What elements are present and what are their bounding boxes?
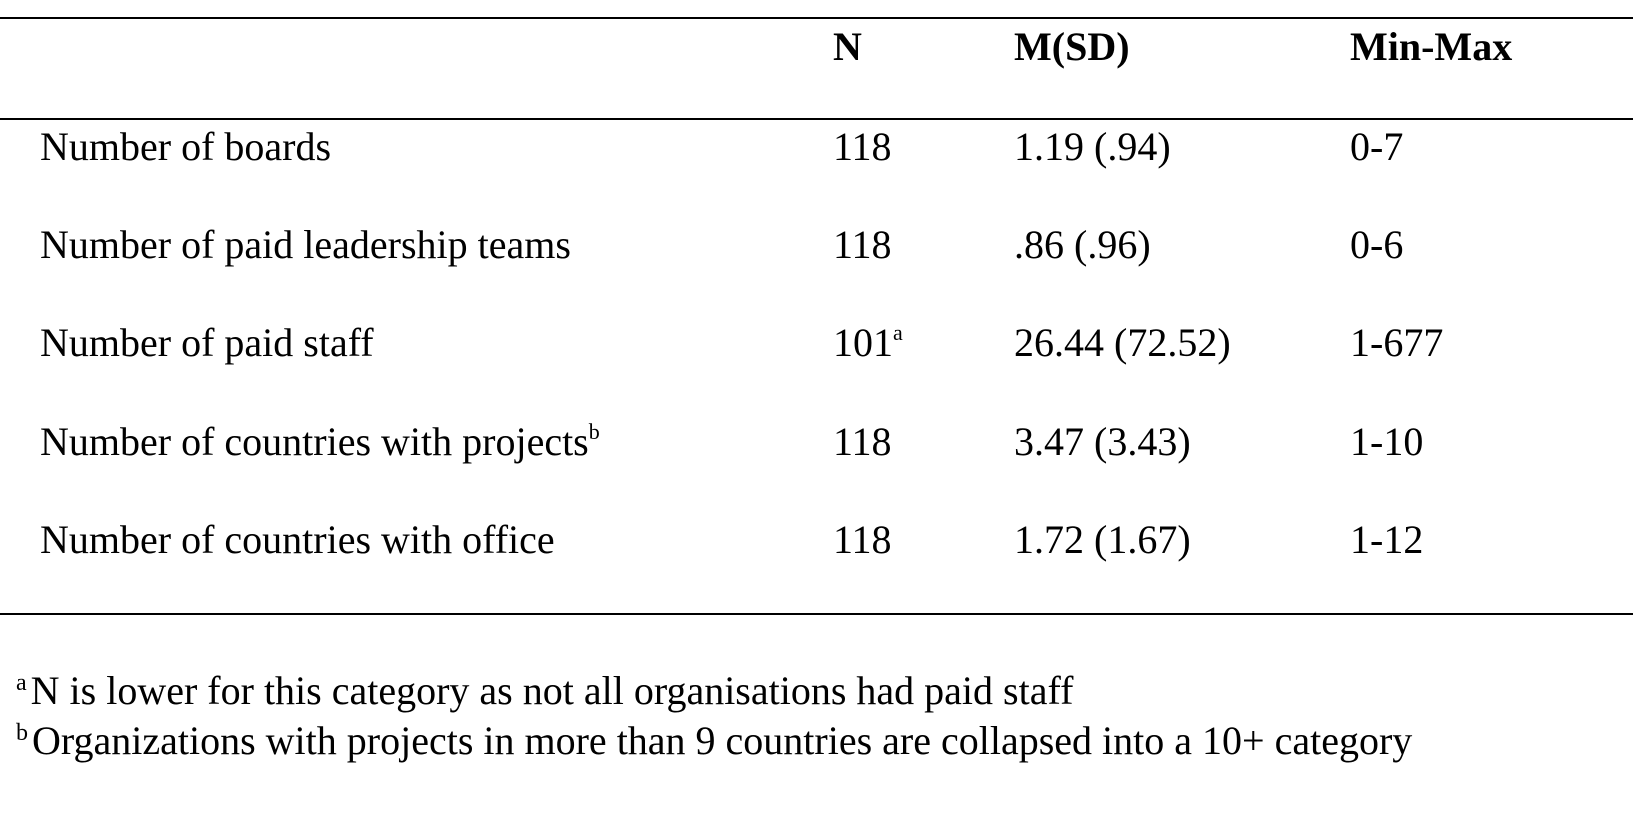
row-msd: 1.19 (.94): [1014, 124, 1171, 169]
note-mark-b: b: [16, 720, 28, 746]
table-bottom-rule: [0, 613, 1633, 615]
row-msd: 3.47 (3.43): [1014, 419, 1191, 464]
footnote-marker-b: b: [588, 419, 600, 444]
row-minmax: 0-6: [1350, 222, 1404, 267]
row-label: Number of paid staff: [40, 320, 374, 365]
row-msd: 1.72 (1.67): [1014, 517, 1191, 562]
row-n: 118: [833, 419, 892, 464]
note-text-b: Organizations with projects in more than 9 countries are collapsed into a 10+ category: [32, 718, 1413, 763]
note-mark-a: a: [16, 670, 27, 696]
note-text-a: N is lower for this category as not all organisations had paid staff: [30, 668, 1074, 713]
row-minmax: 1-10: [1350, 419, 1424, 464]
row-n: 118: [833, 222, 892, 267]
row-n: 101$^a$: [833, 320, 903, 365]
row-label: Number of countries with projects$^b$: [40, 419, 600, 464]
table-header-rule: [0, 118, 1633, 120]
footnote-marker-a: a: [893, 320, 903, 345]
row-minmax: 1-12: [1350, 517, 1424, 562]
table-note-b: [16, 717, 1412, 765]
row-msd: 26.44 (72.52): [1014, 320, 1231, 365]
row-label: Number of countries with office: [40, 517, 555, 562]
row-label: Number of boards: [40, 124, 332, 169]
header-minmax: Min-Max: [1350, 24, 1513, 69]
table-note-a: [16, 667, 1073, 715]
row-n: 118: [833, 124, 892, 169]
row-msd: .86 (.96): [1014, 222, 1151, 267]
row-label: Number of paid leadership teams: [40, 222, 571, 267]
header-n: N: [833, 24, 862, 69]
header-msd: M(SD): [1014, 24, 1130, 69]
row-n: 118: [833, 517, 892, 562]
row-minmax: 0-7: [1350, 124, 1404, 169]
row-minmax: 1-677: [1350, 320, 1444, 365]
table-top-rule: [0, 17, 1633, 19]
